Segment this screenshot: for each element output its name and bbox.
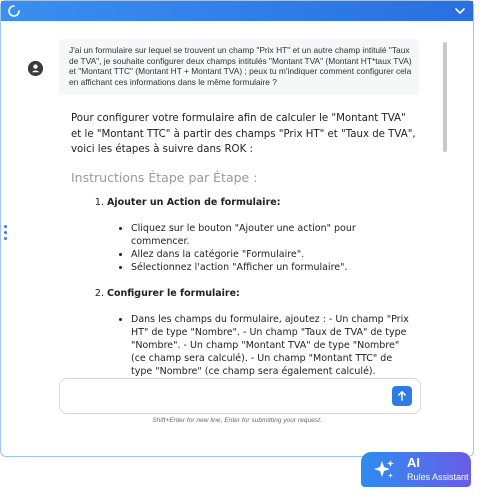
- chevron-down-icon[interactable]: [452, 3, 468, 19]
- bullet-item: • Cliquez sur le bouton "Ajouter une action" pour commencer.: [131, 222, 416, 248]
- assistant-answer: [71, 111, 416, 377]
- step-item: [107, 197, 416, 274]
- scrollbar-thumb[interactable]: [443, 42, 447, 152]
- send-button[interactable]: [392, 386, 412, 406]
- badge-subtitle: Rules Assistant: [407, 472, 469, 482]
- drag-handle-icon[interactable]: [4, 225, 8, 241]
- step-title: Ajouter un Action de formulaire:: [107, 196, 281, 208]
- answer-heading: Instructions Étape par Étape :: [71, 169, 258, 185]
- user-avatar-icon: [28, 61, 43, 76]
- rules-assistant-badge[interactable]: [361, 452, 471, 487]
- message-input[interactable]: [59, 378, 421, 414]
- bullet-item: • Dans les champs du formulaire, ajoutez : - Un champ "Prix HT" de type "Nombre". - Un champ "Taux de TVA" de type "Nombre". - Un champ "Montant TVA" de type "Nombre" (ce champ sera calculé). - Un champ "Montant TTC" de type "Nombre" (ce champ sera également calculé).: [131, 313, 416, 378]
- user-message-bubble: [59, 39, 419, 95]
- answer-intro: Pour configurer votre formulaire afin de calculer le "Montant TVA" et le "Montant TTC" à partir des champs "Prix HT" et "Taux de TVA", voici les étapes à suivre dans ROK :: [71, 113, 416, 155]
- step-bullets: [107, 313, 416, 378]
- step-title: Configurer le formulaire:: [107, 287, 240, 299]
- title-bar: [1, 1, 473, 21]
- steps-list: [71, 197, 416, 378]
- loading-spinner-icon[interactable]: [7, 4, 21, 18]
- user-message-text: J'ai un formulaire sur lequel se trouvent un champ "Prix HT" et un autre champ intitulé "Taux de TVA", je souhaite configurer deux champs intitulés "Montant TVA" (Montant HT*taux TVA) et "Montant TTC" (Montant HT + Montant TVA) ; peux tu m'indiquer comment configurer cela en affichant ces informations dans le même formulaire ?: [69, 45, 412, 87]
- sparkles-icon: [372, 458, 396, 482]
- badge-title: AI: [407, 455, 420, 470]
- bullet-item: • Sélectionnez l'action "Afficher un formulaire".: [131, 261, 416, 274]
- step-bullets: [107, 222, 416, 274]
- step-item: [107, 288, 416, 378]
- input-hint: Shift+Enter for new line, Enter for submitting your request.: [152, 417, 322, 424]
- bullet-item: • Allez dans la catégorie "Formulaire".: [131, 248, 416, 261]
- arrow-up-icon: [396, 390, 408, 402]
